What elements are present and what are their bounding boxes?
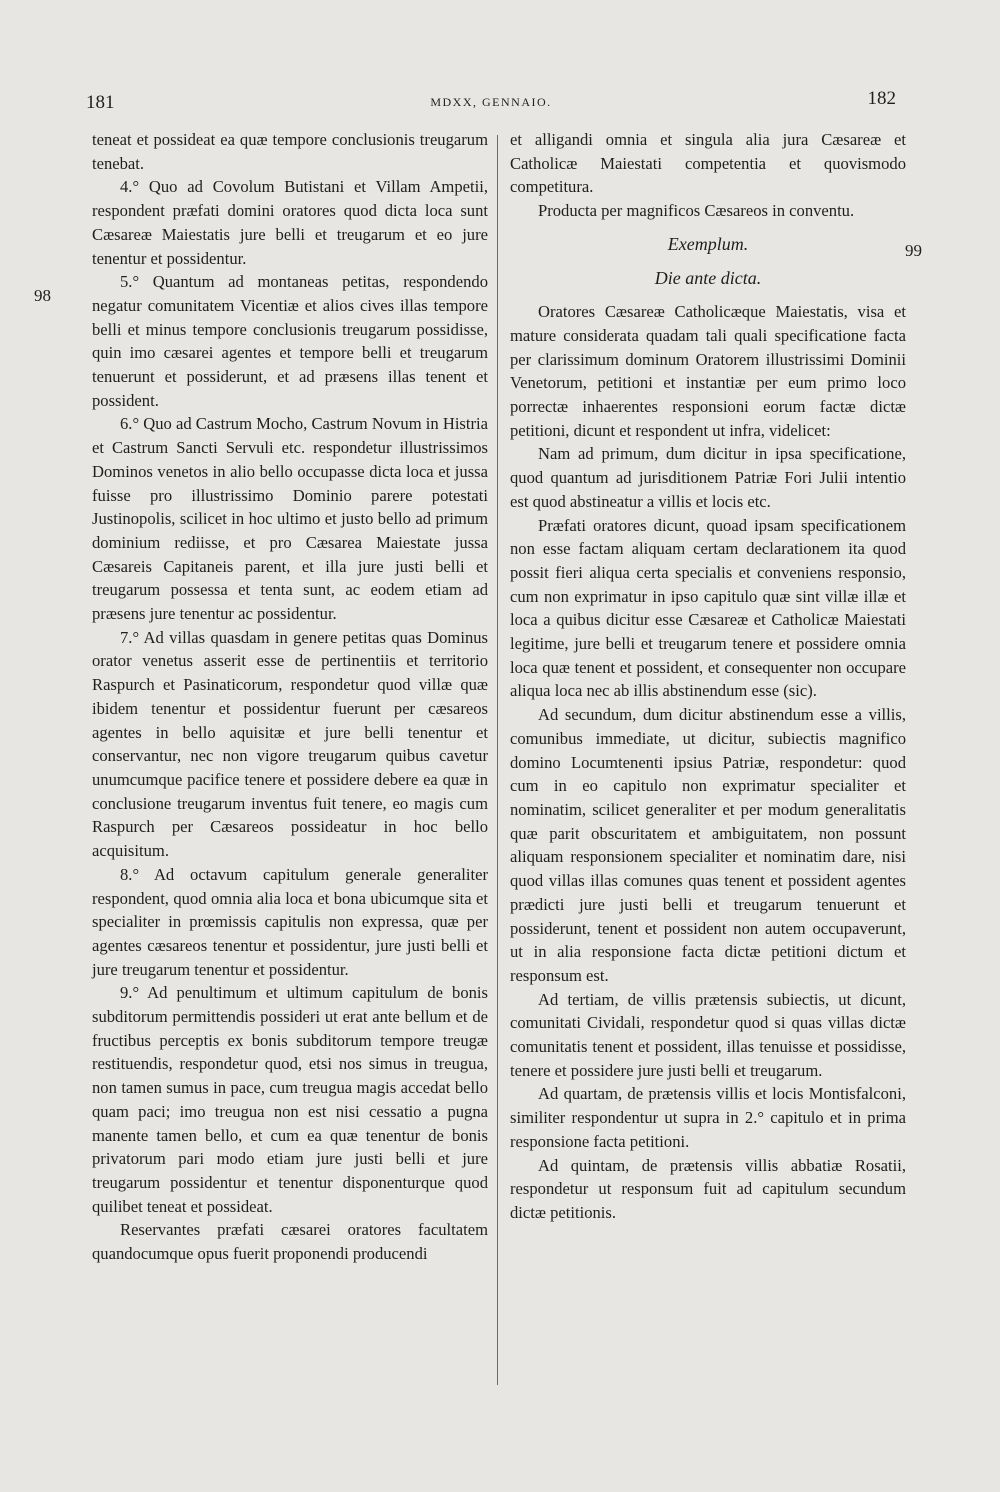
page-header bbox=[86, 88, 896, 122]
paragraph: 5.° Quantum ad montaneas petitas, respondendo negatur comunitatem Vicentiæ et alios cives illas tempore belli et minus tempore conclusionis treugarum possidisse, quin imo cæsarei agentes et tempore belli et treugarum tenuerunt et possiderunt, et ad præsens illas tenent et possident. bbox=[92, 272, 488, 410]
paragraph: 7.° Ad villas quasdam in genere petitas quas Dominus orator venetus asserit esse de pertinentiis et territorio Raspurch et Pasinaticorum, respondetur quod villæ quæ ibidem tenentur et possidentur fuerunt per cæsareos agentes in bello aquisitæ et jure belli tenentur et conservantur, nec non vigore treugarum quibus cavetur unumcumque pacifice tenere et possidere debere ea quæ in conclusione treugarum inventus fuit tenere, eo magis cum Raspurch per Cæsareos possideatur in hoc bello acquisitum. bbox=[92, 627, 488, 861]
margin-note-left: 98 bbox=[34, 286, 51, 305]
paragraph: Præfati oratores dicunt, quoad ipsam specificationem non esse factam aliquam certam declarationem ita quod possit fieri aliqua certa specialis et conveniens responsio, cum non exprimatur in ipso capitulo quæ sint villæ illæ et loca a quibus dicitur esse Cæsareæ et Catholicæ Maiestati legitime, jure belli et treugarum tenere et possidere omnia loca quæ tenent et possident, et consequenter non occupare aliqua loca nec ab illis abstinendum esse (sic). bbox=[510, 515, 906, 701]
section-heading: Exemplum. bbox=[667, 233, 749, 254]
paragraph: 4.° Quo ad Covolum Butistani et Villam Ampetii, respondent præfati domini oratores quod dicta loca sunt Cæsareæ Maiestatis jure belli et treugarum et eo jure tenentur et possidentur. bbox=[92, 177, 488, 268]
paragraph: Nam ad primum, dum dicitur in ipsa specificatione, quod quantum ad jurisditionem Patriæ Fori Julii intentio est quod abstineatur a villis et locis etc. bbox=[510, 444, 906, 511]
page-number-left: 181 bbox=[86, 92, 115, 113]
left-column bbox=[92, 128, 488, 1266]
paragraph: Ad secundum, dum dicitur abstinendum esse a villis, comunibus immediate, ut dicitur, subiectis magnifico domino Locumtenenti ipsius Patriæ, respondetur: quod cum in eo capitulo non exprimatur specialiter et nominatim, scilicet generaliter et per modum generalitatis quæ parit obscuritatem et ambiguitatem, non possunt aliquam responsionem specialiter et nominatim dare, nisi quod villas illas comunes quas tenent et possident agentes prædicti jure justi belli et treugarum tenuerunt et possiderunt, tenent et possident non autem occupaverunt, ut in alia responsione facta dictæ petitioni dictum et responsum est. bbox=[510, 705, 906, 985]
paragraph: 9.° Ad penultimum et ultimum capitulum de bonis subditorum permittendis possideri ut erat ante bellum et de fructibus perceptis ex bonis subditorum tempore treugæ restituendis, respondetur quod, etsi nos simus in treugua, non tamen sumus in pace, cum treugua magis accedat bello quam paci; imo treugua non est nisi cessatio a pugna manente tamen bello, et cum ea quæ tenentur de bonis privatorum pari modo etiam jure justi belli et jure treugarum possidentur et tenentur disponenturque quod quilibet teneat et possideat. bbox=[92, 983, 488, 1216]
column-divider bbox=[497, 135, 498, 1385]
paragraph: 8.° Ad octavum capitulum generale generaliter respondent, quod omnia alia loca et bona ubicumque sita et specialiter in prœmissis capitulis non expressa, quæ per agentes cæsareos tenentur et possidentur, jure justi belli et jure treugarum tenentur et possidentur. bbox=[92, 864, 488, 979]
paragraph: Ad tertiam, de villis prætensis subiectis, ut dicunt, comunitati Cividali, respondetur quod si quas villas dictæ comunitatis tenent et possident, illas tenuisse et possidisse, tenere et possidere jure justi belli et treugarum. bbox=[510, 989, 906, 1080]
paragraph: Ad quintam, de prætensis villis abbatiæ Rosatii, respondetur ut responsum fuit ad capitulum secundum dictæ petitionis. bbox=[510, 1155, 906, 1222]
date-line: Die ante dicta. bbox=[654, 267, 762, 288]
page-number-right: 182 bbox=[867, 88, 896, 109]
paragraph: Oratores Cæsareæ Catholicæque Maiestatis, visa et mature considerata quadam tali quali specificatione facta per clarissimum dominum Oratorem illustrissimi Dominii Venetorum, petitioni et instantiæ per eum primo loco porrectæ inhaerentes responsioni eorum factæ dictæ petitioni, dicunt et respondent ut infra, videlicet: bbox=[510, 302, 906, 440]
running-title: MDXX, GENNAIO. bbox=[430, 95, 552, 109]
paragraph: et alligandi omnia et singula alia jura Cæsareæ et Catholicæ Maiestati competentia et quovismodo competitura. bbox=[510, 130, 906, 197]
right-column bbox=[510, 128, 906, 1225]
paragraph: 6.° Quo ad Castrum Mocho, Castrum Novum in Histria et Castrum Sancti Servuli etc. respondetur illustrissimos Dominos venetos in alio bello occupasse dicta loca et jussa fuisse pro illustrissimo Dominio parere potestati Justinopolis, scilicet in hoc ultimo et justo bello ad primum dominium rediisse, et pro Cæsarea Maiestate jussa Cæsareis Capitaneis parent, et illa jure justi belli et treugarum possessa et tenta sunt, ac eodem etiam ad præsens jure tenentur ac possidentur. bbox=[92, 414, 488, 624]
paragraph: Reservantes præfati cæsarei oratores facultatem quandocumque opus fuerit proponendi producendi bbox=[92, 1220, 488, 1264]
paragraph: teneat et possideat ea quæ tempore conclusionis treugarum tenebat. bbox=[92, 130, 488, 173]
margin-note-right: 99 bbox=[905, 241, 922, 260]
paragraph: Producta per magnificos Cæsareos in conventu. bbox=[538, 201, 855, 221]
paragraph: Ad quartam, de prætensis villis et locis Montisfalconi, similiter respondentur ut supra in 2.° capitulo et in prima responsione facta petitioni. bbox=[510, 1084, 906, 1151]
